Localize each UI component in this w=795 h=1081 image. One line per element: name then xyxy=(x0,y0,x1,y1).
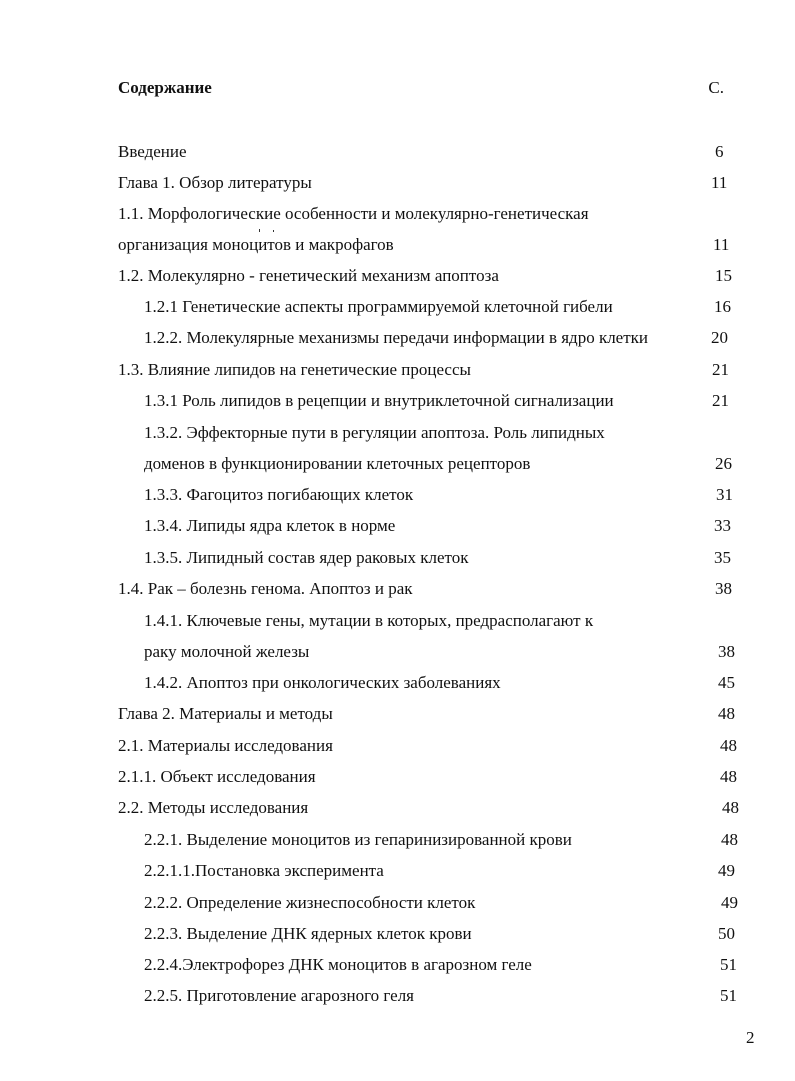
toc-entry-text: 1.2. Молекулярно - генетический механизм апоптоза xyxy=(118,266,499,285)
toc-entry-page: 20 xyxy=(711,328,728,347)
toc-entry-page: 21 xyxy=(712,391,729,410)
toc-entry xyxy=(144,390,734,412)
toc-entry xyxy=(118,203,728,225)
toc-entry-text: доменов в функционировании клеточных рецепторов xyxy=(144,454,531,473)
toc-entry xyxy=(144,515,734,537)
toc-entry-text: 2.2.3. Выделение ДНК ядерных клеток крови xyxy=(144,924,472,943)
toc-heading xyxy=(118,78,724,100)
toc-entry-page: 49 xyxy=(721,893,738,912)
toc-entry xyxy=(144,296,734,318)
toc-entry-text: Глава 2. Материалы и методы xyxy=(118,704,333,723)
toc-entry-page: 35 xyxy=(714,548,731,567)
toc-entry-page: 11 xyxy=(711,173,728,192)
toc-entry xyxy=(118,735,743,757)
toc-entry-text: организация моноцитов и макрофагов xyxy=(118,235,394,254)
toc-entry xyxy=(118,797,743,819)
toc-entry xyxy=(144,829,744,851)
toc-entry xyxy=(144,547,734,569)
toc-entry-page: 6 xyxy=(715,142,724,161)
toc-entry xyxy=(144,422,734,444)
toc-entry xyxy=(118,703,733,725)
toc-entry-page: 15 xyxy=(715,266,732,285)
toc-entry xyxy=(144,954,744,976)
toc-entry-text: 1.3.1 Роль липидов в рецепции и внутриклеточной сигнализации xyxy=(144,391,614,410)
toc-entry-page: 45 xyxy=(718,673,735,692)
toc-entry-text: 2.1. Материалы исследования xyxy=(118,736,333,755)
toc-entry-text: 1.4.2. Апоптоз при онкологических заболеваниях xyxy=(144,673,501,692)
toc-entry xyxy=(144,610,734,632)
toc-entry xyxy=(144,860,744,882)
toc-entry-page: 21 xyxy=(712,360,729,379)
toc-entry-text: 1.3. Влияние липидов на генетические процессы xyxy=(118,360,471,379)
toc-entry-text: 1.3.4. Липиды ядра клеток в норме xyxy=(144,516,396,535)
toc-entry-text: Введение xyxy=(118,142,187,161)
toc-entry-page: 49 xyxy=(718,861,735,880)
toc-entry-text: 2.2.1. Выделение моноцитов из гепаринизированной крови xyxy=(144,830,572,849)
toc-entry-text: Глава 1. Обзор литературы xyxy=(118,173,312,192)
toc-entry-text: раку молочной железы xyxy=(144,642,310,661)
toc-entry xyxy=(144,985,744,1007)
page-column-label: С. xyxy=(708,78,724,97)
toc-entry-text: 1.4.1. Ключевые гены, мутации в которых, предрасполагают к xyxy=(144,611,594,630)
toc-entry-page: 33 xyxy=(714,516,731,535)
page-number: 2 xyxy=(746,1028,755,1047)
toc-entry-text: 2.2.2. Определение жизнеспособности клеток xyxy=(144,893,476,912)
toc-entry-text: 1.2.2. Молекулярные механизмы передачи информации в ядро клетки xyxy=(144,328,649,347)
toc-entry-page: 31 xyxy=(716,485,733,504)
scan-speck xyxy=(259,229,260,232)
toc-entry xyxy=(144,923,744,945)
toc-entry-page: 48 xyxy=(718,704,735,723)
toc-entry-text: 1.3.2. Эффекторные пути в регуляции апоптоза. Роль липидных xyxy=(144,423,605,442)
toc-entry xyxy=(118,234,728,256)
toc-entry xyxy=(144,892,744,914)
toc-entry-page: 38 xyxy=(718,642,735,661)
toc-entry-text: 1.2.1 Генетические аспекты программируемой клеточной гибели xyxy=(144,297,613,316)
toc-entry xyxy=(118,359,733,381)
toc-entry xyxy=(118,172,728,194)
toc-entry-text: 1.3.3. Фагоцитоз погибающих клеток xyxy=(144,485,414,504)
toc-entry xyxy=(118,265,732,287)
toc-entry xyxy=(144,672,734,694)
toc-title: Содержание xyxy=(118,78,212,97)
toc-entry-text: 1.1. Морфологические особенности и молекулярно-генетическая xyxy=(118,204,589,223)
toc-entry-page: 51 xyxy=(720,955,737,974)
toc-entry-page: 48 xyxy=(721,830,738,849)
toc-entry-text: 2.2. Методы исследования xyxy=(118,798,309,817)
toc-entry-page: 26 xyxy=(715,454,732,473)
toc-entry-page: 48 xyxy=(720,767,737,786)
toc-entry-text: 2.1.1. Объект исследования xyxy=(118,767,316,786)
toc-entry xyxy=(144,327,734,349)
toc-entry xyxy=(118,141,728,163)
toc-entry xyxy=(144,484,734,506)
toc-entry xyxy=(144,453,734,475)
toc-entry-page: 16 xyxy=(714,297,731,316)
toc-entry-page: 51 xyxy=(720,986,737,1005)
toc-entry-page: 38 xyxy=(715,579,732,598)
toc-entry-text: 2.2.4.Электрофорез ДНК моноцитов в агарозном геле xyxy=(144,955,532,974)
toc-entry-page: 50 xyxy=(718,924,735,943)
toc-entry-page: 11 xyxy=(713,235,730,254)
toc-entry-text: 2.2.5. Приготовление агарозного геля xyxy=(144,986,414,1005)
toc-entry xyxy=(118,578,733,600)
toc-entry xyxy=(144,641,734,663)
toc-entry-text: 2.2.1.1.Постановка эксперимента xyxy=(144,861,384,880)
scan-speck xyxy=(273,230,274,232)
toc-entry xyxy=(118,766,743,788)
toc-entry-text: 1.4. Рак – болезнь генома. Апоптоз и рак xyxy=(118,579,413,598)
toc-entry-page: 48 xyxy=(722,798,739,817)
toc-entry-text: 1.3.5. Липидный состав ядер раковых клеток xyxy=(144,548,469,567)
toc-entry-page: 48 xyxy=(720,736,737,755)
